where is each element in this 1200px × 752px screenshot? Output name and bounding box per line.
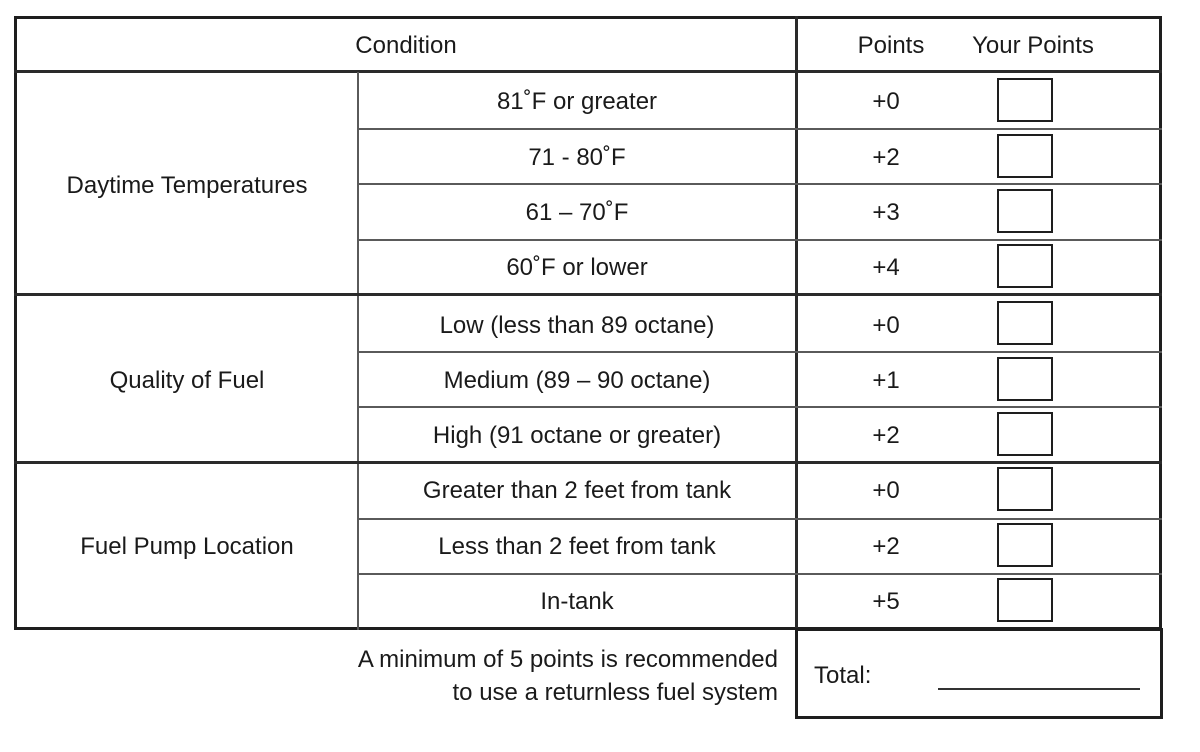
your-points-checkbox[interactable]: [997, 578, 1053, 622]
condition-cell: 60˚F or lower: [506, 254, 648, 281]
points-cell: +4: [872, 254, 900, 281]
your-points-checkbox[interactable]: [997, 357, 1053, 401]
row-divider: [357, 128, 1162, 130]
your-points-checkbox[interactable]: [997, 412, 1053, 456]
points-cell: +1: [872, 367, 900, 394]
header-your-points: Your Points: [972, 32, 1094, 59]
recommendation-note-line1: A minimum of 5 points is recommended: [357, 646, 778, 673]
your-points-checkbox[interactable]: [997, 467, 1053, 511]
condition-cell: 71 - 80˚F: [528, 144, 626, 171]
row-divider: [357, 351, 1162, 353]
header-condition: Condition: [355, 32, 457, 59]
condition-cell: In-tank: [540, 588, 614, 615]
condition-cell: 61 – 70˚F: [525, 199, 629, 226]
points-cell: +3: [872, 199, 900, 226]
your-points-checkbox[interactable]: [997, 78, 1053, 122]
total-input-line[interactable]: [938, 688, 1140, 690]
points-cell: +0: [872, 312, 900, 339]
condition-cell: Less than 2 feet from tank: [438, 533, 716, 560]
points-cell: +0: [872, 477, 900, 504]
row-divider: [357, 406, 1162, 408]
row-divider: [357, 518, 1162, 520]
your-points-checkbox[interactable]: [997, 189, 1053, 233]
total-label: Total:: [814, 662, 872, 689]
condition-cell: 81˚F or greater: [496, 88, 658, 115]
group-divider-2: [14, 461, 1162, 464]
points-cell: +0: [872, 88, 900, 115]
condition-cell: Greater than 2 feet from tank: [422, 477, 732, 504]
points-column-divider: [795, 16, 798, 630]
condition-cell: High (91 octane or greater): [432, 422, 722, 449]
points-cell: +2: [872, 144, 900, 171]
group-label-quality-of-fuel: Quality of Fuel: [109, 367, 265, 394]
row-divider: [357, 573, 1162, 575]
group-label-fuel-pump-location: Fuel Pump Location: [80, 533, 294, 560]
points-cell: +2: [872, 533, 900, 560]
your-points-checkbox[interactable]: [997, 134, 1053, 178]
recommendation-note-line2: to use a returnless fuel system: [452, 679, 778, 706]
header-divider: [14, 70, 1162, 73]
row-divider: [357, 183, 1162, 185]
group-divider-1: [14, 293, 1162, 296]
your-points-checkbox[interactable]: [997, 523, 1053, 567]
condition-cell: Low (less than 89 octane): [439, 312, 715, 339]
header-points: Points: [857, 32, 925, 59]
points-cell: +2: [872, 422, 900, 449]
your-points-checkbox[interactable]: [997, 244, 1053, 288]
condition-cell: Medium (89 – 90 octane): [443, 367, 711, 394]
group-label-daytime-temperatures: Daytime Temperatures: [66, 172, 308, 199]
your-points-checkbox[interactable]: [997, 301, 1053, 345]
points-cell: +5: [872, 588, 900, 615]
row-divider: [357, 239, 1162, 241]
